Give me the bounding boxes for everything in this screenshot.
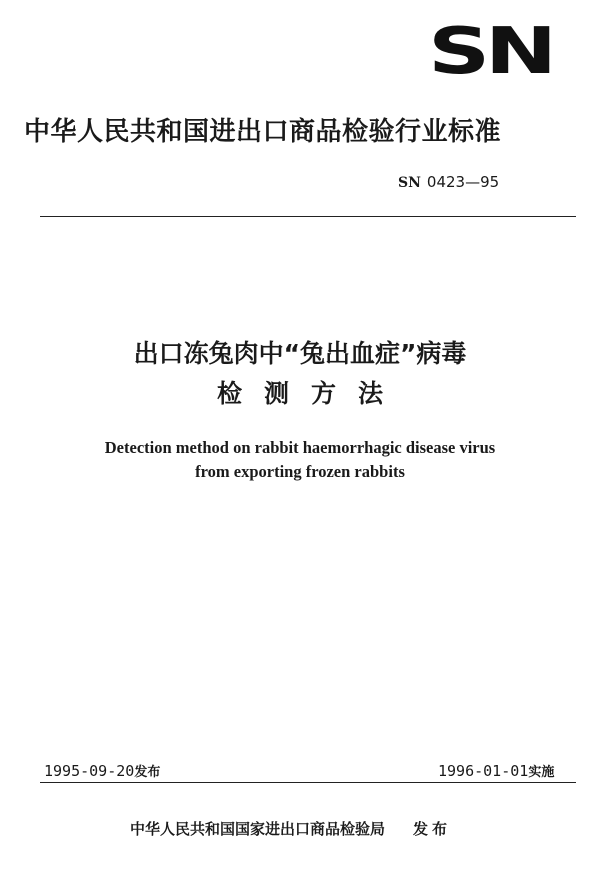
issue-date [44,761,160,783]
issuing-authority [130,818,451,840]
standard-number-prefix: SN [398,175,421,191]
issuer-action: 发布 [413,820,452,838]
document-title-en-line1: Detection method on rabbit haemorrhagic disease virus [104,438,496,457]
sn-logo: SN [428,15,552,89]
document-title-zh-line2: 检测方法 [216,379,405,408]
standard-category: 中华人民共和国进出口商品检验行业标准 [24,117,502,147]
top-divider [40,216,576,217]
implementation-date [438,761,554,783]
issue-date-label: 发布 [134,765,161,780]
standard-number-value: 0423—95 [426,173,500,191]
document-title-zh-line1: 出口冻兔肉中“兔出血症”病毒 [133,339,467,368]
issuer-name: 中华人民共和国国家进出口商品检验局 [130,820,386,838]
issue-date-value: 1995-09-20 [44,762,135,780]
standard-number [398,172,499,193]
implementation-date-value: 1996-01-01 [438,762,529,780]
document-title-en-line2: from exporting frozen rabbits [195,462,405,481]
bottom-divider [40,782,576,783]
implementation-date-label: 实施 [528,765,555,780]
